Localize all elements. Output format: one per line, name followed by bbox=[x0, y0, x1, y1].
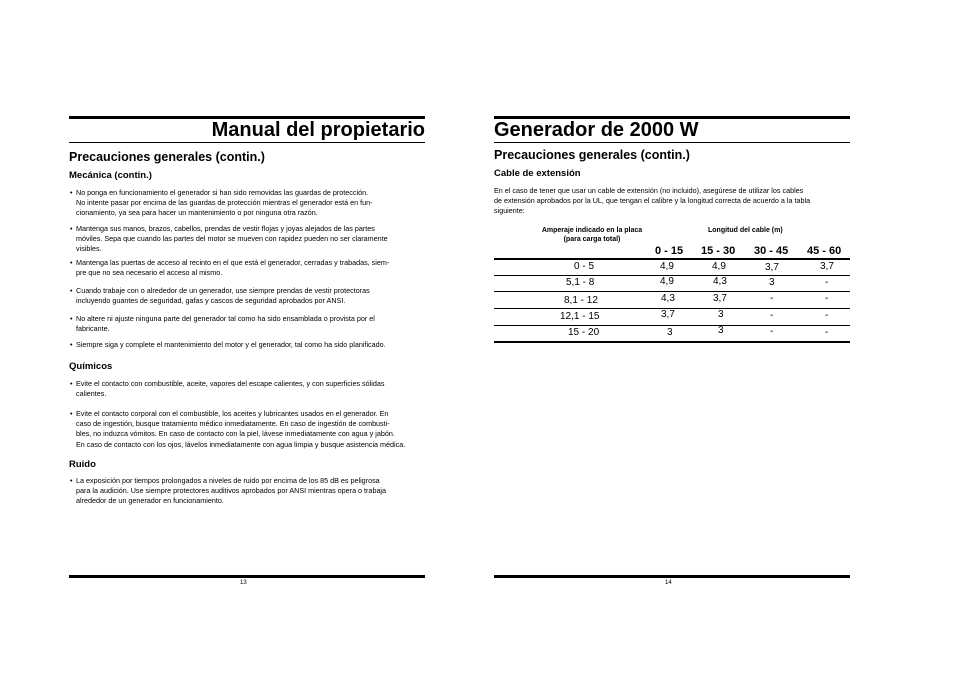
value-cell: 3 bbox=[718, 309, 724, 320]
bullet-line: bles, no induzca vómitos. En caso de contacto con la piel, lávese inmediatamente con agua y jabón. bbox=[76, 429, 395, 439]
noise-heading: Ruido bbox=[69, 459, 96, 470]
bullet-dot: • bbox=[70, 476, 73, 485]
page-number: 14 bbox=[665, 580, 672, 586]
bullet-dot: • bbox=[70, 224, 73, 233]
value-cell: 4,9 bbox=[660, 261, 674, 272]
table-row-rule bbox=[494, 325, 850, 326]
bullet-dot: • bbox=[70, 258, 73, 267]
page-title: Manual del propietario bbox=[211, 119, 425, 141]
page-title: Generador de 2000 W bbox=[494, 119, 699, 141]
bullet-item bbox=[69, 340, 437, 350]
bullet-line: Mantenga sus manos, brazos, cabellos, prendas de vestir flojas y joyas alejados de las partes bbox=[76, 224, 375, 233]
value-cell: - bbox=[825, 327, 829, 338]
bullet-line: Evite el contacto corporal con el combustible, los aceites y lubricantes usados en el generador. En bbox=[76, 409, 389, 418]
length-header: Longitud del cable (m) bbox=[708, 227, 783, 234]
section-heading: Precauciones generales (contin.) bbox=[69, 150, 265, 164]
table-row-rule bbox=[494, 291, 850, 292]
value-cell: 4,3 bbox=[661, 293, 675, 304]
value-cell: 3,7 bbox=[661, 309, 675, 320]
title-rule-bottom bbox=[494, 142, 850, 143]
section-heading: Precauciones generales (contin.) bbox=[494, 148, 690, 162]
bullet-line: caso de ingestión, busque tratamiento médico inmediatamente. En caso de ingestión de combusti- bbox=[76, 419, 390, 429]
bullet-dot: • bbox=[70, 188, 73, 197]
bullet-dot: • bbox=[70, 409, 73, 418]
column-header-45-60: 45 - 60 bbox=[807, 245, 842, 257]
bullet-line: pre que no sea necesario el acceso al mismo. bbox=[76, 268, 223, 278]
amp-cell: 8,1 - 12 bbox=[564, 295, 598, 306]
amp-cell: 12,1 - 15 bbox=[560, 311, 600, 322]
value-cell: - bbox=[825, 310, 829, 321]
title-rule-bottom bbox=[69, 142, 425, 143]
footer-rule bbox=[494, 575, 850, 578]
value-cell: 3 bbox=[769, 277, 775, 288]
amp-cell: 15 - 20 bbox=[568, 327, 600, 338]
bullet-item bbox=[69, 188, 437, 219]
amp-cell: 5,1 - 8 bbox=[566, 277, 595, 288]
value-cell: - bbox=[770, 293, 774, 304]
bullet-line: Mantenga las puertas de acceso al recinto en el que está el generador, cerradas y trabadas, siem- bbox=[76, 258, 390, 267]
bullet-dot: • bbox=[70, 286, 73, 295]
value-cell: 3 bbox=[718, 325, 724, 336]
value-cell: - bbox=[825, 277, 829, 288]
bullet-line: incluyendo guantes de seguridad, gafas y cascos de seguridad aprobados por ANSI. bbox=[76, 296, 346, 306]
column-header-30-45: 30 - 45 bbox=[754, 245, 789, 257]
table-bottom-rule bbox=[494, 341, 850, 343]
bullet-line: La exposición por tiempos prolongados a niveles de ruido por encima de los 85 dB es peligrosa bbox=[76, 476, 380, 485]
bullet-dot: • bbox=[70, 314, 73, 323]
value-cell: 4,9 bbox=[712, 261, 726, 272]
column-header-15-30: 15 - 30 bbox=[701, 245, 736, 257]
bullet-dot: • bbox=[70, 340, 73, 349]
value-cell: 3 bbox=[667, 327, 673, 338]
bullet-line: móviles. Sepa que cuando las partes del motor se mueven con rapidez pueden no ser claramente bbox=[76, 234, 388, 244]
column-header-0-15: 0 - 15 bbox=[655, 245, 684, 257]
bullet-line: Cuando trabaje con o alrededor de un generador, use siempre prendas de vestir protectoras bbox=[76, 286, 370, 295]
bullet-line: visibles. bbox=[76, 244, 102, 254]
value-cell: - bbox=[770, 310, 774, 321]
value-cell: 4,3 bbox=[713, 276, 727, 287]
footer-rule bbox=[69, 575, 425, 578]
value-cell: 3,7 bbox=[820, 261, 834, 272]
bullet-line: Siempre siga y complete el mantenimiento del motor y el generador, tal como ha sido planificado. bbox=[76, 340, 386, 349]
bullet-item bbox=[69, 314, 437, 334]
bullet-item bbox=[69, 476, 437, 507]
table-header-rule bbox=[494, 258, 850, 260]
bullet-line: alrededor de un generador en funcionamiento. bbox=[76, 496, 224, 506]
bullet-line: para la audición. Use siempre protectores auditivos aprobados por ANSI mientras opera o trabaja bbox=[76, 486, 387, 496]
bullet-item bbox=[69, 409, 437, 450]
amp-cell: 0 - 5 bbox=[574, 261, 595, 272]
page-number: 13 bbox=[240, 580, 247, 586]
bullet-dot: • bbox=[70, 379, 73, 388]
bullet-line: En caso de contacto con los ojos, lávelos inmediatamente con agua limpia y busque asistencia médica. bbox=[76, 439, 406, 449]
value-cell: 3,7 bbox=[765, 262, 779, 273]
amp-header: Amperaje indicado en la placa (para carga total) bbox=[541, 227, 643, 243]
value-cell: 4,9 bbox=[660, 276, 674, 287]
bullet-item bbox=[69, 258, 437, 278]
value-cell: - bbox=[825, 293, 829, 304]
bullet-item bbox=[69, 379, 437, 399]
value-cell: - bbox=[770, 326, 774, 337]
value-cell: 3,7 bbox=[713, 293, 727, 304]
bullet-line: calientes. bbox=[76, 389, 107, 399]
mechanics-heading: Mecánica (contin.) bbox=[69, 170, 152, 181]
bullet-line: Evite el contacto con combustible, aceite, vapores del escape calientes, y con superficies sólidas bbox=[76, 379, 385, 388]
bullet-line: No altere ni ajuste ninguna parte del generador tal como ha sido ensamblada o provista por el bbox=[76, 314, 375, 323]
bullet-item bbox=[69, 224, 437, 255]
cable-heading: Cable de extensión bbox=[494, 168, 581, 179]
bullet-item bbox=[69, 286, 437, 306]
cable-intro: En el caso de tener que usar un cable de extensión (no incluido), asegúrese de utilizar los cables de extensión aprobados por la UL, que tengan el calibre y la longitud correcta de acuerdo a la tabla siguiente: bbox=[494, 186, 811, 216]
chemicals-heading: Químicos bbox=[69, 361, 113, 372]
bullet-line: No ponga en funcionamiento el generador si han sido removidas las guardas de protección. bbox=[76, 188, 369, 197]
bullet-line: No intente pasar por encima de las guardas de protección mientras el generador está en fun- bbox=[76, 198, 373, 208]
bullet-line: fabricante. bbox=[76, 324, 110, 334]
bullet-line: cionamiento, ya sea para hacer un mantenimiento o por ninguna otra razón. bbox=[76, 208, 318, 218]
